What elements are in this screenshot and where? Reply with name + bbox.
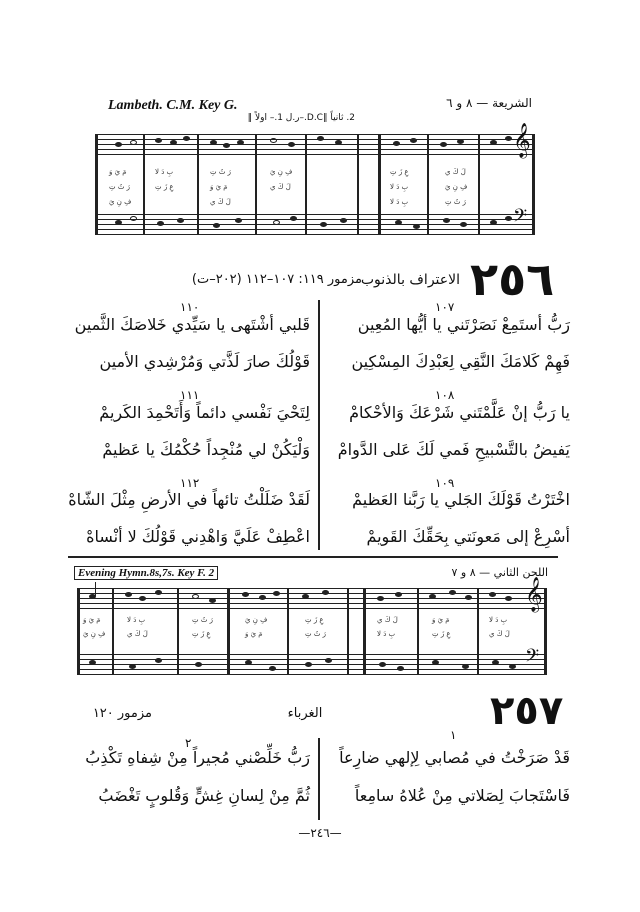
- music-staff-257: 𝄞 𝄢 مَ يَ وَ بِ دَ لا رَ تُ تِ فِ نِ يَ عِ زَ تِ لَ كَ ي مَ يَ وَ بِ دَ لا فِ نِ يَ لَ كَ ي عِ زَ تِ مَ يَ وَ رَ تُ تِ بِ دَ لا عِ زَ تِ لَ كَ ي: [77, 582, 547, 682]
- hymn-number-257: ٢٥٧: [490, 688, 564, 734]
- tune-label-257: Evening Hymn.8s,7s. Key F. 2: [74, 566, 218, 580]
- tune-meter-256: الشريعة — ٨ و ٦: [446, 96, 532, 110]
- hymn-title-256: الاعتراف بالذنوب: [360, 272, 460, 288]
- psalm-ref-256: مزمور ١١٩: ١٠٧–١١٢ (٢٠٢–ت): [191, 272, 362, 287]
- treble-clef-icon: 𝄞: [525, 577, 543, 612]
- section-divider: [68, 556, 558, 558]
- psalm-ref-257: مزمور ١٢٠: [92, 706, 152, 721]
- repeat-marks-256: 2. ثانياً ‖D.C.–ر.ل 1.– اولاً ‖: [247, 113, 355, 123]
- page-number: —٢٤٦—: [298, 826, 342, 840]
- treble-clef-icon: 𝄞: [513, 123, 531, 158]
- tune-label-256: Lambeth. C.M. Key G.: [108, 98, 238, 113]
- column-divider-256: [318, 300, 320, 550]
- bass-clef-icon: 𝄢: [513, 206, 528, 231]
- hymn-title-257: الغرباء: [287, 706, 323, 721]
- hymn-number-256: ٢٥٦: [470, 252, 555, 306]
- bass-clef-icon: 𝄢: [525, 646, 540, 671]
- music-staff-256: 𝄞 𝄢 مَ يَ وَ بِ دَ لا رَ تُ تِ فِ نِ يَ عِ زَ تِ لَ كَ ي رَ تُ تِ عِ زَ تِ مَ يَ وَ لَ كَ ي بِ دَ لا فِ نِ يَ فِ نِ يَ لَ كَ ي بِ دَ لا رَ تُ تِ: [95, 128, 535, 246]
- column-divider-257: [318, 738, 320, 820]
- tune-meter-257: اللحن الثاني — ٨ و ٧: [451, 566, 548, 579]
